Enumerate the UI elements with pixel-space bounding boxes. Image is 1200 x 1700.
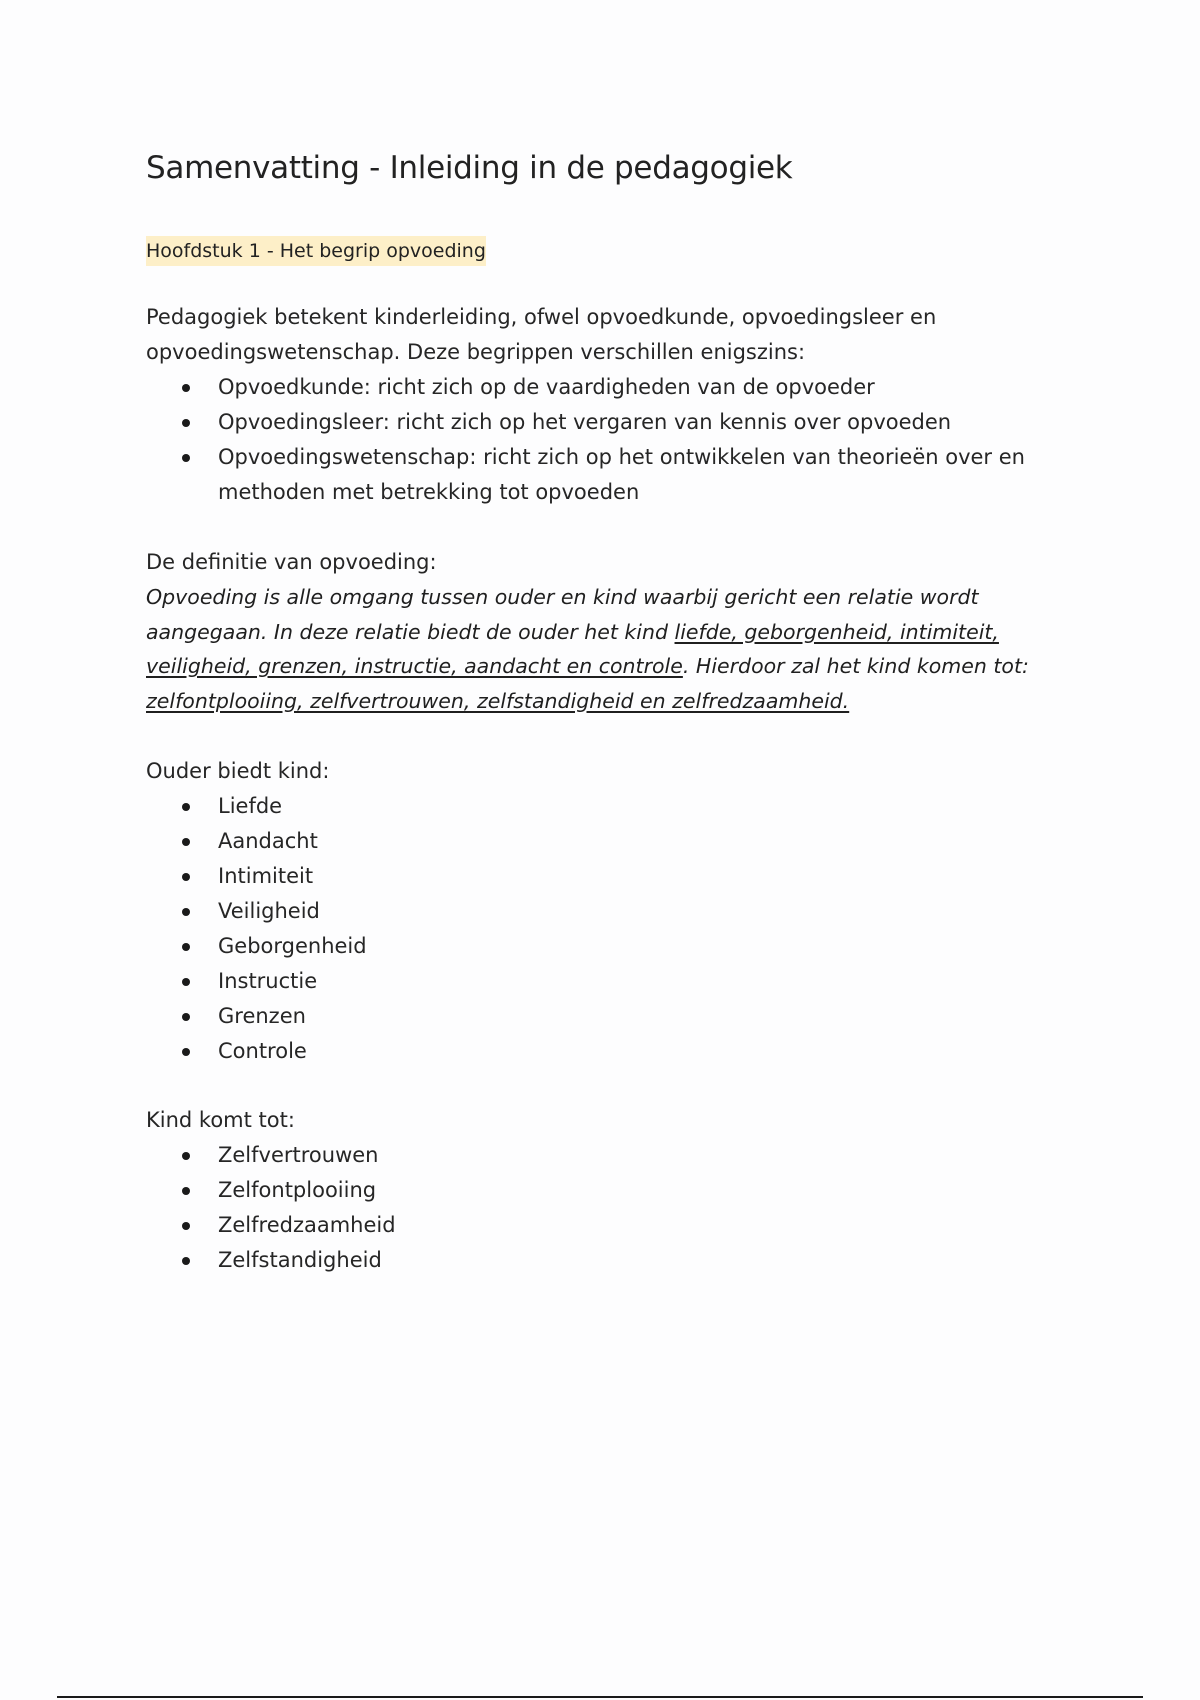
bullet-icon (182, 419, 190, 427)
parent-offers-list (146, 789, 1086, 1069)
definition-offers: liefde, geborgenheid, intimiteit, veiligheid, grenzen, instructie, aandacht en controle (146, 619, 999, 678)
bullet-icon (182, 1048, 190, 1056)
list-item (218, 1243, 1086, 1278)
bullet-icon (182, 454, 190, 462)
document-content (146, 146, 1086, 1278)
parent-offers-heading: Ouder biedt kind: (146, 759, 330, 783)
bullet-icon (182, 803, 190, 811)
list-item (218, 894, 1086, 929)
list-item-text: Zelfontplooiing (218, 1178, 377, 1202)
bullet-icon (182, 1222, 190, 1230)
bullet-icon (182, 1152, 190, 1160)
bullet-icon (182, 1013, 190, 1021)
definition-part2: . Hierdoor zal het kind komen tot: (682, 654, 1029, 678)
child-reaches-list (146, 1138, 1086, 1278)
bullet-icon (182, 978, 190, 986)
intro-paragraph: Pedagogiek betekent kinderleiding, ofwel opvoedkunde, opvoedingsleer en opvoedingswetenschap. Deze begrippen verschillen enigszins: (146, 305, 937, 364)
definition-heading: De definitie van opvoeding: (146, 550, 437, 574)
chapter-heading: Hoofdstuk 1 - Het begrip opvoeding (146, 236, 486, 266)
list-item (218, 964, 1086, 999)
bullet-icon (182, 384, 190, 392)
definition-text (146, 580, 1086, 718)
document-title: Samenvatting - Inleiding in de pedagogiek (146, 150, 793, 186)
definition-part1: Opvoeding is alle omgang tussen ouder en kind waarbij gericht een relatie wordt aangegaan. In deze relatie biedt de ouder het kind (146, 585, 979, 644)
list-item-text: Zelfvertrouwen (218, 1143, 379, 1167)
list-item-text: Intimiteit (218, 864, 314, 888)
list-item-text: Opvoedingsleer: richt zich op het vergaren van kennis over opvoeden (218, 410, 952, 434)
list-item-text: Opvoedkunde: richt zich op de vaardigheden van de opvoeder (218, 375, 875, 399)
list-item-text: Grenzen (218, 1004, 306, 1028)
list-item-text: Veiligheid (218, 899, 320, 923)
bullet-icon (182, 908, 190, 916)
bullet-icon (182, 943, 190, 951)
list-item-text: Zelfredzaamheid (218, 1213, 396, 1237)
list-item-text: Liefde (218, 794, 283, 818)
list-item (218, 859, 1086, 894)
list-item (218, 824, 1086, 859)
bullet-icon (182, 1257, 190, 1265)
list-item-text: Opvoedingswetenschap: richt zich op het ontwikkelen van theorieën over en methoden met betrekking tot opvoeden (218, 445, 1025, 504)
list-item (218, 929, 1086, 964)
list-item (218, 1173, 1086, 1208)
list-item-text: Controle (218, 1039, 307, 1063)
bullet-icon (182, 1187, 190, 1195)
list-item-text: Instructie (218, 969, 318, 993)
page-bottom-divider (57, 1696, 1143, 1698)
list-item-text: Aandacht (218, 829, 318, 853)
definition-outcomes: zelfontplooiing, zelfvertrouwen, zelfstandigheid en zelfredzaamheid. (146, 688, 850, 713)
list-item (218, 370, 1086, 405)
list-item (218, 1138, 1086, 1173)
terms-list (146, 370, 1086, 510)
list-item (218, 1208, 1086, 1243)
list-item-text: Zelfstandigheid (218, 1248, 382, 1272)
bullet-icon (182, 873, 190, 881)
child-reaches-heading: Kind komt tot: (146, 1108, 295, 1132)
list-item (218, 1034, 1086, 1069)
list-item (218, 440, 1086, 510)
list-item (218, 789, 1086, 824)
list-item (218, 405, 1086, 440)
bullet-icon (182, 838, 190, 846)
list-item (218, 999, 1086, 1034)
list-item-text: Geborgenheid (218, 934, 367, 958)
